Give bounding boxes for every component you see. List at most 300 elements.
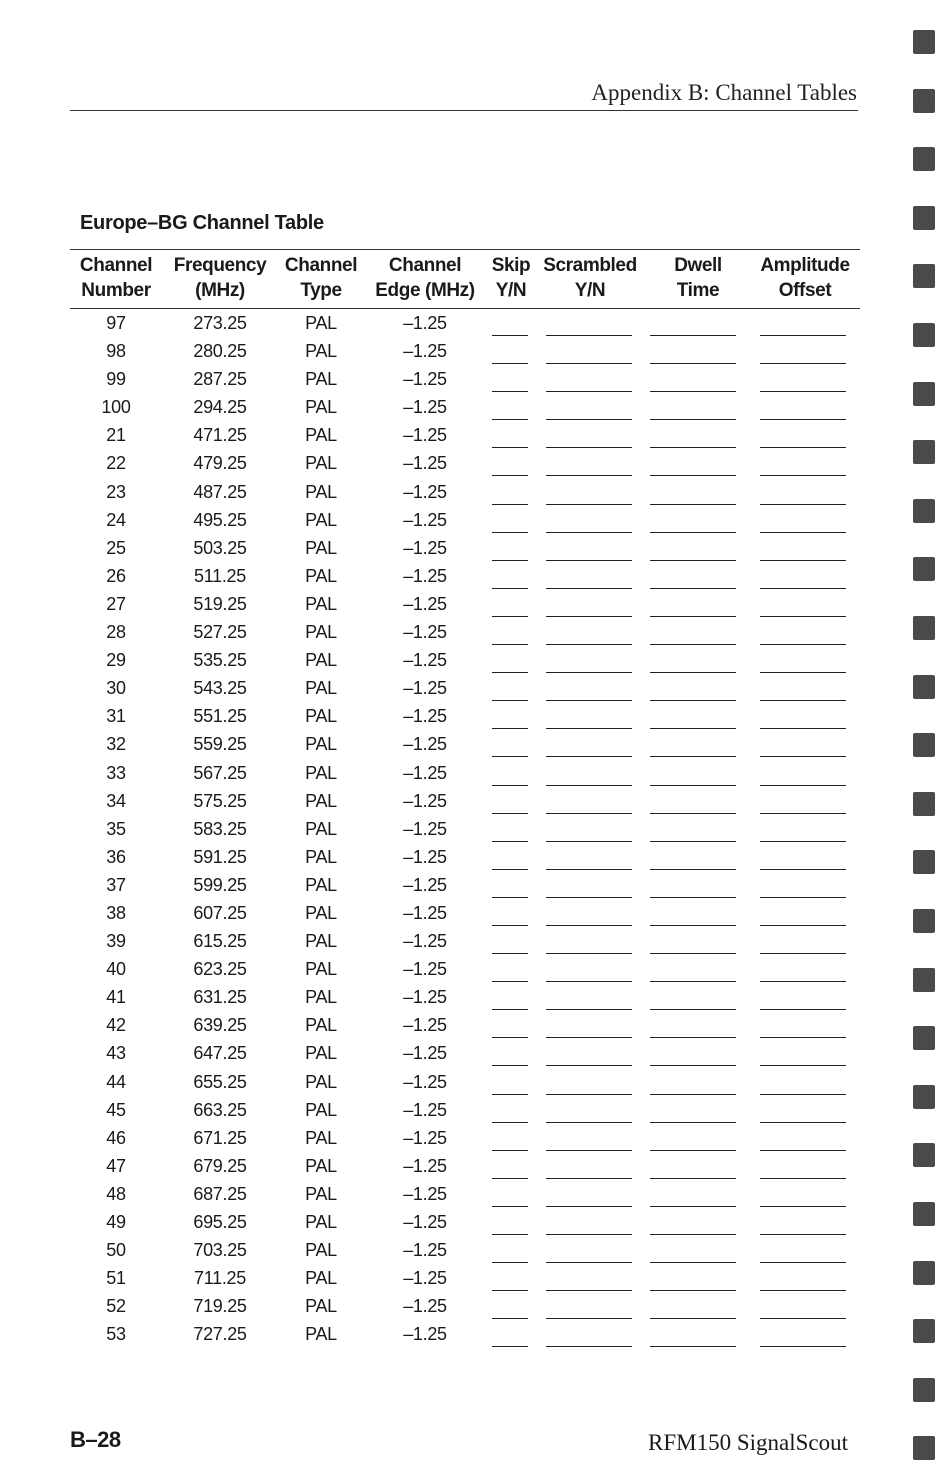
cell-channel-edge: –1.25 xyxy=(403,987,447,1008)
cell-frequency: 535.25 xyxy=(193,650,247,671)
dwell-time-entry-field xyxy=(650,447,736,448)
skip-entry-field xyxy=(492,447,528,448)
cell-frequency: 711.25 xyxy=(194,1268,246,1289)
cell-channel-edge: –1.25 xyxy=(403,706,447,727)
cell-channel-edge: –1.25 xyxy=(403,537,447,558)
skip-entry-field xyxy=(492,363,528,364)
cell-frequency: 639.25 xyxy=(193,1015,247,1036)
cell-channel-edge: –1.25 xyxy=(403,509,447,530)
cell-channel-number: 51 xyxy=(106,1268,126,1289)
page-number: B–28 xyxy=(70,1427,121,1452)
dwell-time-entry-field xyxy=(650,1122,736,1123)
skip-entry-field xyxy=(492,869,528,870)
cell-channel-type: PAL xyxy=(305,987,337,1008)
cell-frequency: 543.25 xyxy=(193,678,247,699)
cell-channel-edge: –1.25 xyxy=(403,1015,447,1036)
table-row xyxy=(70,479,860,507)
index-tab xyxy=(913,264,935,288)
table-row xyxy=(70,366,860,394)
amplitude-offset-entry-field xyxy=(760,504,846,505)
cell-channel-type: PAL xyxy=(305,1240,337,1261)
cell-channel-edge: –1.25 xyxy=(403,818,447,839)
cell-channel-number: 28 xyxy=(106,622,126,643)
header-scrambled-line1: Scrambled xyxy=(543,255,637,276)
index-tab xyxy=(913,89,935,113)
amplitude-offset-entry-field xyxy=(760,1262,846,1263)
dwell-time-entry-field xyxy=(650,869,736,870)
dwell-time-entry-field xyxy=(650,925,736,926)
amplitude-offset-entry-field xyxy=(760,1206,846,1207)
scrambled-entry-field xyxy=(546,1094,632,1095)
header-skip xyxy=(488,249,534,307)
cell-channel-number: 37 xyxy=(106,874,126,895)
skip-entry-field xyxy=(492,1290,528,1291)
header-channel-type-line2: Type xyxy=(300,280,342,301)
dwell-time-entry-field xyxy=(650,588,736,589)
table-row xyxy=(70,535,860,563)
skip-entry-field xyxy=(492,1346,528,1347)
scrambled-entry-field xyxy=(546,335,632,336)
scrambled-entry-field xyxy=(546,1290,632,1291)
cell-channel-number: 46 xyxy=(106,1127,126,1148)
index-tab xyxy=(913,1202,935,1226)
scrambled-entry-field xyxy=(546,419,632,420)
index-tab xyxy=(913,382,935,406)
scrambled-entry-field xyxy=(546,363,632,364)
cell-channel-type: PAL xyxy=(305,902,337,923)
table-row xyxy=(70,647,860,675)
index-tab xyxy=(913,1436,935,1460)
scrambled-entry-field xyxy=(546,1262,632,1263)
scrambled-entry-field xyxy=(546,532,632,533)
amplitude-offset-entry-field xyxy=(760,981,846,982)
cell-channel-edge: –1.25 xyxy=(403,593,447,614)
cell-channel-number: 52 xyxy=(106,1296,126,1317)
cell-frequency: 287.25 xyxy=(193,369,247,390)
scrambled-entry-field xyxy=(546,1318,632,1319)
cell-channel-number: 97 xyxy=(106,313,126,333)
amplitude-offset-entry-field xyxy=(760,1037,846,1038)
dwell-time-entry-field xyxy=(650,475,736,476)
scrambled-entry-field xyxy=(546,447,632,448)
amplitude-offset-entry-field xyxy=(760,897,846,898)
header-dwell-line2: Time xyxy=(676,280,720,301)
cell-channel-edge: –1.25 xyxy=(403,931,447,952)
dwell-time-entry-field xyxy=(650,897,736,898)
skip-entry-field xyxy=(492,419,528,420)
header-frequency xyxy=(168,249,272,307)
amplitude-offset-entry-field xyxy=(760,869,846,870)
table-row xyxy=(70,844,860,872)
cell-channel-type: PAL xyxy=(305,397,337,418)
amplitude-offset-entry-field xyxy=(760,700,846,701)
cell-channel-number: 49 xyxy=(106,1212,126,1232)
cell-channel-edge: –1.25 xyxy=(403,1099,447,1120)
cell-frequency: 471.25 xyxy=(193,425,247,446)
dwell-time-entry-field xyxy=(650,785,736,786)
cell-channel-type: PAL xyxy=(305,1183,337,1204)
cell-channel-type: PAL xyxy=(305,565,337,586)
dwell-time-entry-field xyxy=(650,616,736,617)
cell-channel-number: 45 xyxy=(106,1099,126,1120)
cell-frequency: 273.25 xyxy=(193,313,247,333)
dwell-time-entry-field xyxy=(650,1290,736,1291)
dwell-time-entry-field xyxy=(650,335,736,336)
skip-entry-field xyxy=(492,1262,528,1263)
dwell-time-entry-field xyxy=(650,981,736,982)
skip-entry-field xyxy=(492,504,528,505)
skip-entry-field xyxy=(492,1234,528,1235)
cell-frequency: 567.25 xyxy=(193,762,247,783)
dwell-time-entry-field xyxy=(650,1150,736,1151)
amplitude-offset-entry-field xyxy=(760,363,846,364)
cell-frequency: 280.25 xyxy=(193,341,247,362)
scrambled-entry-field xyxy=(546,841,632,842)
amplitude-offset-entry-field xyxy=(760,785,846,786)
cell-frequency: 294.25 xyxy=(193,397,247,418)
cell-channel-type: PAL xyxy=(305,874,337,895)
table-row xyxy=(70,1293,860,1321)
skip-entry-field xyxy=(492,1009,528,1010)
dwell-time-entry-field xyxy=(650,419,736,420)
header-skip-line1: Skip xyxy=(491,255,531,276)
cell-channel-number: 26 xyxy=(106,565,126,586)
cell-channel-number: 33 xyxy=(106,762,126,783)
cell-channel-number: 24 xyxy=(106,509,126,530)
table-row xyxy=(70,507,860,535)
header-scrambled xyxy=(540,249,640,307)
table-row xyxy=(70,984,860,1012)
skip-entry-field xyxy=(492,1150,528,1151)
cell-channel-edge: –1.25 xyxy=(403,1212,447,1232)
index-tab xyxy=(913,1378,935,1402)
amplitude-offset-entry-field xyxy=(760,1234,846,1235)
cell-channel-edge: –1.25 xyxy=(403,369,447,390)
scrambled-entry-field xyxy=(546,560,632,561)
skip-entry-field xyxy=(492,1065,528,1066)
cell-frequency: 663.25 xyxy=(193,1099,247,1120)
header-channel-number-line1: Channel xyxy=(79,255,153,276)
skip-entry-field xyxy=(492,1318,528,1319)
cell-channel-edge: –1.25 xyxy=(403,481,447,502)
cell-channel-type: PAL xyxy=(305,706,337,727)
scrambled-entry-field xyxy=(546,391,632,392)
cell-channel-number: 38 xyxy=(106,902,126,923)
table-row xyxy=(70,310,860,338)
scrambled-entry-field xyxy=(546,925,632,926)
table-row xyxy=(70,703,860,731)
table-row xyxy=(70,1040,860,1068)
cell-channel-type: PAL xyxy=(305,622,337,643)
cell-channel-edge: –1.25 xyxy=(403,762,447,783)
table-row xyxy=(70,1181,860,1209)
cell-channel-number: 39 xyxy=(106,931,126,952)
amplitude-offset-entry-field xyxy=(760,588,846,589)
cell-frequency: 551.25 xyxy=(193,706,247,727)
scrambled-entry-field xyxy=(546,475,632,476)
skip-entry-field xyxy=(492,813,528,814)
cell-frequency: 591.25 xyxy=(193,846,247,867)
cell-frequency: 615.25 xyxy=(193,931,247,952)
skip-entry-field xyxy=(492,1037,528,1038)
amplitude-offset-entry-field xyxy=(760,419,846,420)
cell-channel-type: PAL xyxy=(305,1268,337,1289)
amplitude-offset-entry-field xyxy=(760,447,846,448)
cell-channel-edge: –1.25 xyxy=(403,1268,447,1289)
cell-channel-type: PAL xyxy=(305,1212,337,1232)
index-tab xyxy=(913,733,935,757)
cell-frequency: 719.25 xyxy=(193,1296,247,1317)
scrambled-entry-field xyxy=(546,728,632,729)
scrambled-entry-field xyxy=(546,953,632,954)
index-tab xyxy=(913,30,935,54)
product-name: RFM150 SignalScout xyxy=(647,1430,848,1455)
channel-table-body xyxy=(70,310,860,1349)
dwell-time-entry-field xyxy=(650,841,736,842)
dwell-time-entry-field xyxy=(650,756,736,757)
cell-channel-type: PAL xyxy=(305,369,337,390)
amplitude-offset-entry-field xyxy=(760,672,846,673)
cell-channel-type: PAL xyxy=(305,846,337,867)
cell-channel-number: 36 xyxy=(106,846,126,867)
scrambled-entry-field xyxy=(546,1009,632,1010)
cell-channel-number: 43 xyxy=(106,1043,126,1064)
amplitude-offset-entry-field xyxy=(760,1122,846,1123)
cell-channel-type: PAL xyxy=(305,313,337,333)
dwell-time-entry-field xyxy=(650,1094,736,1095)
table-row xyxy=(70,450,860,478)
skip-entry-field xyxy=(492,475,528,476)
cell-frequency: 687.25 xyxy=(193,1183,247,1204)
cell-channel-edge: –1.25 xyxy=(403,1127,447,1148)
table-row xyxy=(70,956,860,984)
cell-channel-type: PAL xyxy=(305,1099,337,1120)
cell-channel-edge: –1.25 xyxy=(403,1240,447,1261)
cell-channel-type: PAL xyxy=(305,453,337,474)
cell-channel-type: PAL xyxy=(305,593,337,614)
cell-channel-number: 29 xyxy=(106,650,126,671)
table-row xyxy=(70,1237,860,1265)
header-channel-number xyxy=(72,249,160,307)
amplitude-offset-entry-field xyxy=(760,1094,846,1095)
index-tab xyxy=(913,850,935,874)
cell-channel-number: 23 xyxy=(106,481,126,502)
cell-channel-number: 100 xyxy=(101,397,131,418)
dwell-time-entry-field xyxy=(650,1037,736,1038)
amplitude-offset-entry-field xyxy=(760,1290,846,1291)
amplitude-offset-entry-field xyxy=(760,644,846,645)
cell-channel-edge: –1.25 xyxy=(403,453,447,474)
running-head: Appendix B: Channel Tables xyxy=(591,80,857,105)
skip-entry-field xyxy=(492,1094,528,1095)
cell-channel-number: 42 xyxy=(106,1015,126,1036)
table-row xyxy=(70,591,860,619)
index-tab xyxy=(913,1085,935,1109)
amplitude-offset-entry-field xyxy=(760,728,846,729)
table-row xyxy=(70,675,860,703)
cell-channel-edge: –1.25 xyxy=(403,425,447,446)
cell-channel-type: PAL xyxy=(305,931,337,952)
header-channel-type xyxy=(278,249,364,307)
amplitude-offset-entry-field xyxy=(760,925,846,926)
dwell-time-entry-field xyxy=(650,700,736,701)
cell-frequency: 671.25 xyxy=(193,1127,247,1148)
table-row xyxy=(70,1265,860,1293)
scrambled-entry-field xyxy=(546,1037,632,1038)
cell-channel-edge: –1.25 xyxy=(403,874,447,895)
cell-channel-number: 22 xyxy=(106,453,126,474)
scrambled-entry-field xyxy=(546,756,632,757)
header-amplitude-line2: Offset xyxy=(778,280,832,301)
cell-channel-type: PAL xyxy=(305,1043,337,1064)
cell-channel-number: 40 xyxy=(106,959,126,980)
cell-channel-type: PAL xyxy=(305,1015,337,1036)
cell-frequency: 623.25 xyxy=(193,959,247,980)
cell-channel-edge: –1.25 xyxy=(403,1296,447,1317)
table-title: Europe–BG Channel Table xyxy=(80,212,324,234)
table-row xyxy=(70,422,860,450)
skip-entry-field xyxy=(492,672,528,673)
amplitude-offset-entry-field xyxy=(760,532,846,533)
table-row xyxy=(70,563,860,591)
header-channel-type-line1: Channel xyxy=(284,255,358,276)
amplitude-offset-entry-field xyxy=(760,953,846,954)
cell-channel-edge: –1.25 xyxy=(403,341,447,362)
cell-channel-type: PAL xyxy=(305,818,337,839)
amplitude-offset-entry-field xyxy=(760,1346,846,1347)
cell-channel-edge: –1.25 xyxy=(403,790,447,811)
cell-frequency: 583.25 xyxy=(193,818,247,839)
scrambled-entry-field xyxy=(546,616,632,617)
skip-entry-field xyxy=(492,1122,528,1123)
skip-entry-field xyxy=(492,1178,528,1179)
cell-channel-type: PAL xyxy=(305,1296,337,1317)
amplitude-offset-entry-field xyxy=(760,841,846,842)
table-row xyxy=(70,816,860,844)
skip-entry-field xyxy=(492,644,528,645)
cell-channel-number: 98 xyxy=(106,341,126,362)
cell-channel-edge: –1.25 xyxy=(403,1155,447,1176)
cell-frequency: 511.25 xyxy=(194,565,246,586)
cell-channel-type: PAL xyxy=(305,762,337,783)
cell-frequency: 631.25 xyxy=(193,987,247,1008)
cell-channel-type: PAL xyxy=(305,425,337,446)
cell-channel-type: PAL xyxy=(305,678,337,699)
scrambled-entry-field xyxy=(546,1206,632,1207)
dwell-time-entry-field xyxy=(650,1065,736,1066)
cell-channel-number: 47 xyxy=(106,1155,126,1176)
scrambled-entry-field xyxy=(546,644,632,645)
skip-entry-field xyxy=(492,925,528,926)
index-tab xyxy=(913,557,935,581)
cell-frequency: 559.25 xyxy=(193,734,247,755)
scrambled-entry-field xyxy=(546,1150,632,1151)
cell-channel-type: PAL xyxy=(305,509,337,530)
cell-channel-edge: –1.25 xyxy=(403,1043,447,1064)
dwell-time-entry-field xyxy=(650,813,736,814)
index-tab xyxy=(913,1026,935,1050)
skip-entry-field xyxy=(492,616,528,617)
table-row xyxy=(70,394,860,422)
cell-channel-edge: –1.25 xyxy=(403,1183,447,1204)
table-row xyxy=(70,1097,860,1125)
cell-channel-type: PAL xyxy=(305,650,337,671)
skip-entry-field xyxy=(492,981,528,982)
cell-frequency: 655.25 xyxy=(193,1071,247,1092)
scrambled-entry-field xyxy=(546,1122,632,1123)
index-tab xyxy=(913,909,935,933)
cell-frequency: 599.25 xyxy=(193,874,247,895)
index-tab xyxy=(913,1143,935,1167)
cell-channel-number: 30 xyxy=(106,678,126,699)
cell-channel-edge: –1.25 xyxy=(403,734,447,755)
table-row xyxy=(70,900,860,928)
cell-channel-number: 41 xyxy=(106,987,126,1008)
amplitude-offset-entry-field xyxy=(760,560,846,561)
header-frequency-line1: Frequency xyxy=(173,255,267,276)
cell-frequency: 679.25 xyxy=(193,1155,247,1176)
cell-channel-number: 34 xyxy=(106,790,126,811)
table-row xyxy=(70,760,860,788)
header-channel-edge xyxy=(370,249,480,307)
cell-channel-edge: –1.25 xyxy=(403,397,447,418)
dwell-time-entry-field xyxy=(650,728,736,729)
scrambled-entry-field xyxy=(546,1346,632,1347)
cell-channel-number: 50 xyxy=(106,1240,126,1261)
scrambled-entry-field xyxy=(546,897,632,898)
cell-frequency: 527.25 xyxy=(193,622,247,643)
skip-entry-field xyxy=(492,700,528,701)
dwell-time-entry-field xyxy=(650,1234,736,1235)
dwell-time-entry-field xyxy=(650,1262,736,1263)
scrambled-entry-field xyxy=(546,813,632,814)
cell-channel-type: PAL xyxy=(305,341,337,362)
cell-frequency: 495.25 xyxy=(193,509,247,530)
cell-channel-edge: –1.25 xyxy=(403,959,447,980)
dwell-time-entry-field xyxy=(650,1206,736,1207)
cell-frequency: 487.25 xyxy=(193,481,247,502)
amplitude-offset-entry-field xyxy=(760,1065,846,1066)
skip-entry-field xyxy=(492,588,528,589)
index-tab xyxy=(913,1261,935,1285)
amplitude-offset-entry-field xyxy=(760,1318,846,1319)
cell-channel-number: 32 xyxy=(106,734,126,755)
cell-frequency: 727.25 xyxy=(193,1324,247,1345)
dwell-time-entry-field xyxy=(650,644,736,645)
skip-entry-field xyxy=(492,1206,528,1207)
cell-frequency: 503.25 xyxy=(193,537,247,558)
cell-channel-edge: –1.25 xyxy=(403,1324,447,1345)
cell-channel-number: 27 xyxy=(106,593,126,614)
cell-frequency: 647.25 xyxy=(193,1043,247,1064)
scrambled-entry-field xyxy=(546,785,632,786)
cell-frequency: 607.25 xyxy=(193,902,247,923)
table-header-rule xyxy=(70,308,860,309)
cell-channel-type: PAL xyxy=(305,1324,337,1345)
index-tab xyxy=(913,1319,935,1343)
table-row xyxy=(70,1125,860,1153)
cell-channel-number: 48 xyxy=(106,1183,126,1204)
cell-frequency: 695.25 xyxy=(193,1212,247,1232)
cell-channel-edge: –1.25 xyxy=(403,650,447,671)
table-row xyxy=(70,338,860,366)
amplitude-offset-entry-field xyxy=(760,335,846,336)
amplitude-offset-entry-field xyxy=(760,756,846,757)
scrambled-entry-field xyxy=(546,1234,632,1235)
index-tab xyxy=(913,675,935,699)
index-tab xyxy=(913,792,935,816)
amplitude-offset-entry-field xyxy=(760,616,846,617)
